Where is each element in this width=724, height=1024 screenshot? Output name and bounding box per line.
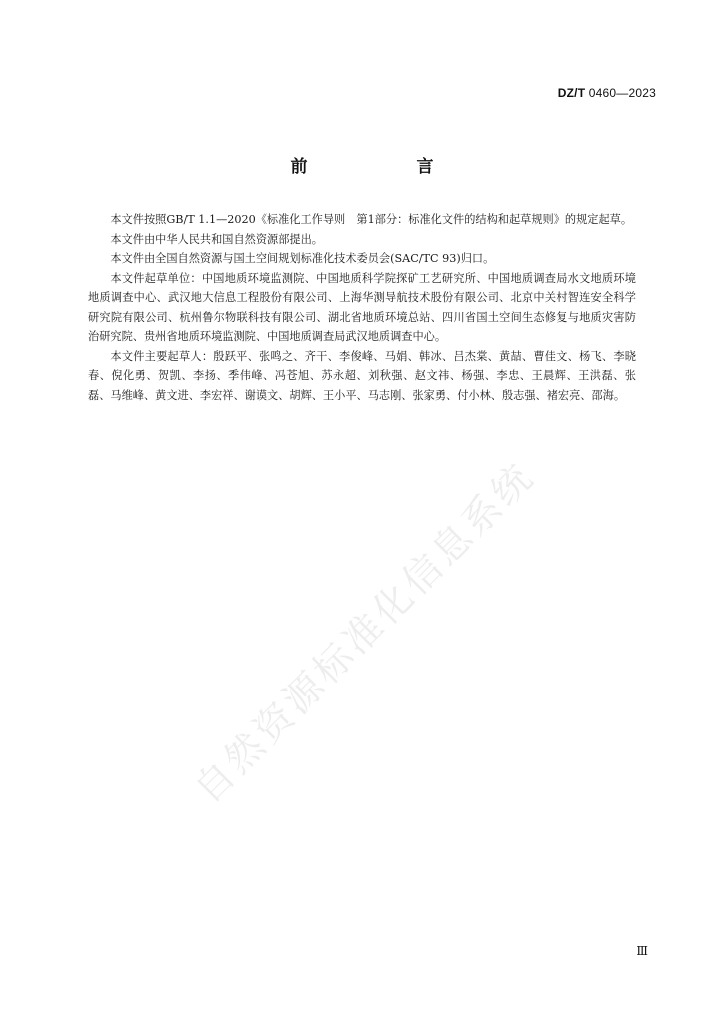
watermark: 自然资源标准化信息系统 [185, 453, 544, 812]
paragraph-drafting-organizations: 本文件起草单位：中国地质环境监测院、中国地质科学院探矿工艺研究所、中国地质调查局水文地质环境地质调查中心、武汉地大信息工程股份有限公司、上海华测导航技术股份有限公司、北京中关村智连安全科学研究院有限公司、杭州鲁尔物联科技有限公司、湖北省地质环境总站、四川省国土空间生态修复与地质灾害防治研究院、贵州省地质环境监测院、中国地质调查局武汉地质调查中心。 [88, 271, 636, 343]
paragraph-technical-committee: 本文件由全国自然资源与国土空间规划标准化技术委员会(SAC/TC 93)归口。 [110, 252, 495, 265]
page-title: 前 言 [290, 157, 480, 177]
paragraph-drafting-rules: 本文件按照GB/T 1.1—2020《标准化工作导则 第1部分：标准化文件的结构和起草规则》的规定起草。 [110, 213, 633, 226]
foreword-body [88, 210, 636, 405]
paragraph-proposer: 本文件由中华人民共和国自然资源部提出。 [110, 232, 323, 246]
page-number: Ⅲ [636, 944, 648, 958]
standard-code [558, 86, 656, 100]
standard-code-prefix: DZ/T [557, 86, 586, 100]
paragraph-main-drafters: 本文件主要起草人：殷跃平、张鸣之、齐干、李俊峰、马娟、韩冰、吕杰棠、黄喆、曹佳文、杨飞、李晓春、倪化勇、贺凯、李扬、季伟峰、冯苍旭、苏永超、刘秋强、赵文祎、杨强、李忠、王晨辉、王洪磊、张磊、马维峰、黄文进、李宏祥、谢谟文、胡辉、王小平、马志刚、张家勇、付小林、殷志强、褚宏亮、邵海。 [88, 349, 636, 402]
standard-code-number: 0460—2023 [588, 86, 656, 100]
